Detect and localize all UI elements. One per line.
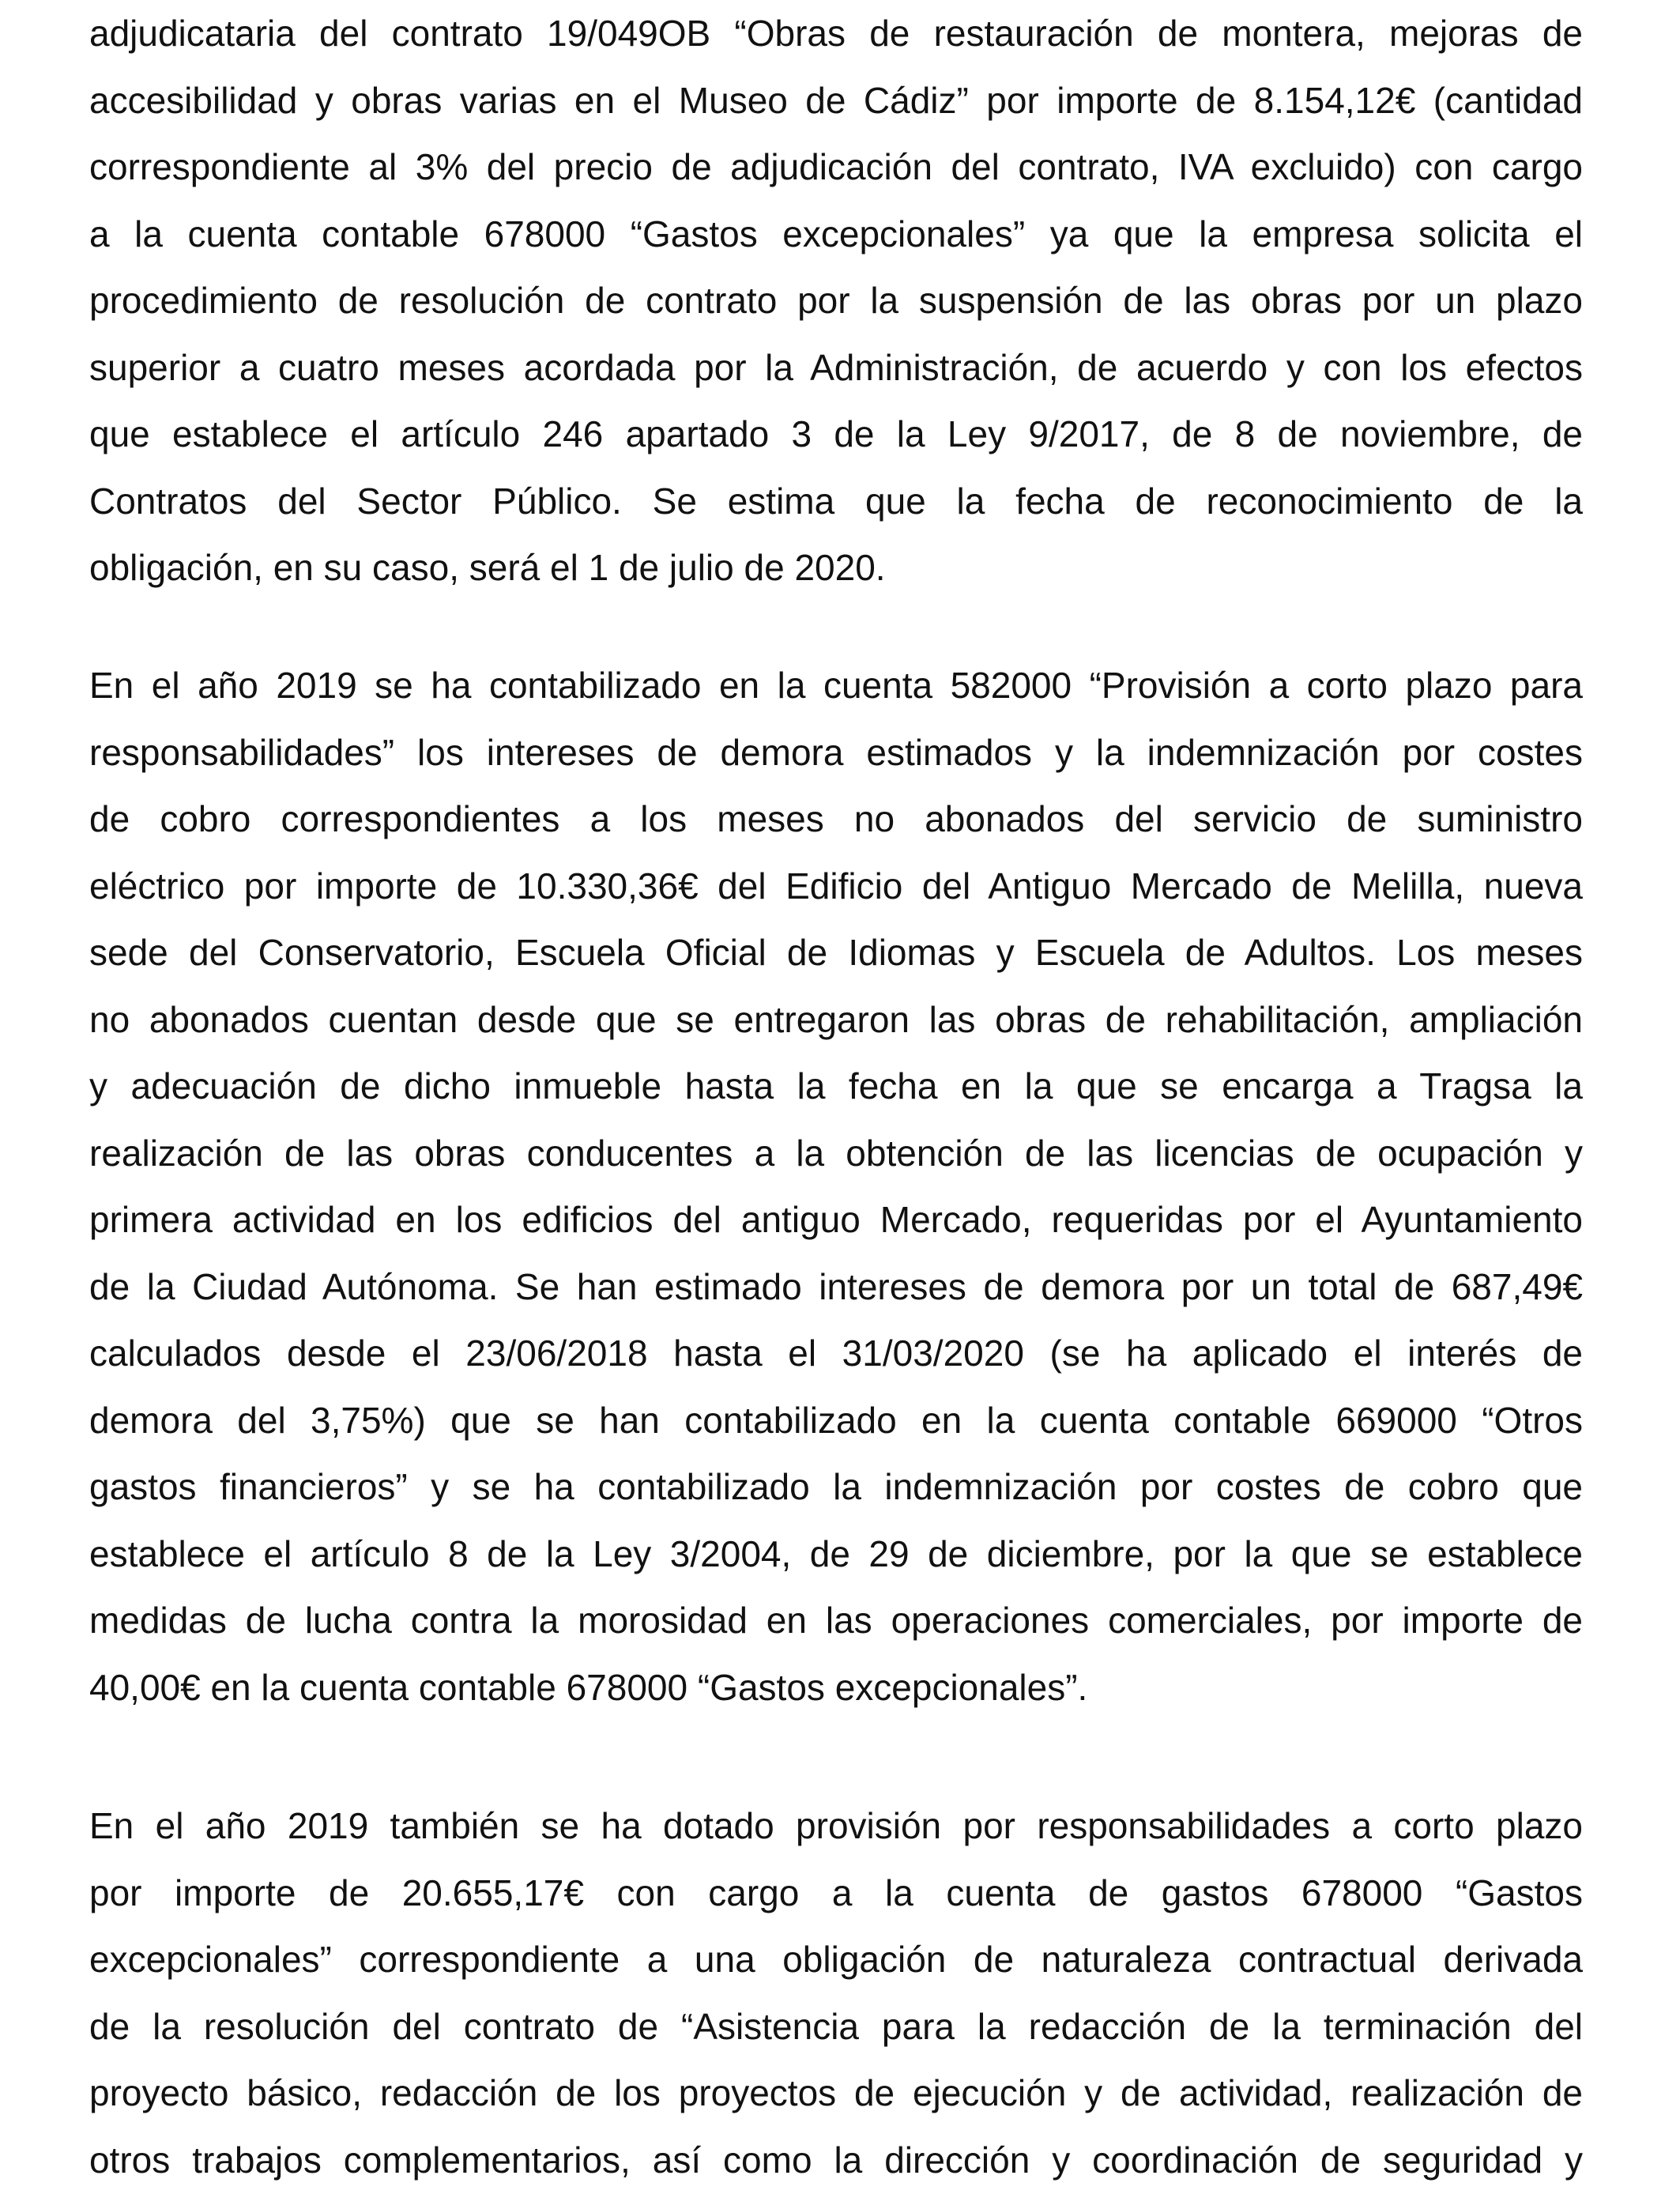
text-line: Contratos del Sector Público. Se estima que la fecha de reconocimiento de la <box>89 480 1583 522</box>
text-line: En el año 2019 se ha contabilizado en la cuenta 582000 “Provisión a corto plazo para <box>89 665 1583 706</box>
text-line: y adecuación de dicho inmueble hasta la fecha en la que se encarga a Tragsa la <box>89 1065 1583 1106</box>
text-line: a la cuenta contable 678000 “Gastos excepcionales” ya que la empresa solicita el <box>89 213 1583 254</box>
text-line: que establece el artículo 246 apartado 3 de la Ley 9/2017, de 8 de noviembre, de <box>89 413 1583 454</box>
text-line: otros trabajos complementarios, así como la dirección y coordinación de seguridad y <box>89 2139 1583 2181</box>
text-line: por importe de 20.655,17€ con cargo a la cuenta de gastos 678000 “Gastos <box>89 1872 1583 1913</box>
paragraph-3 <box>89 1793 1583 2193</box>
text-line: accesibilidad y obras varias en el Museo de Cádiz” por importe de 8.154,12€ (cantidad <box>89 79 1583 121</box>
text-line: calculados desde el 23/06/2018 hasta el 31/03/2020 (se ha aplicado el interés de <box>89 1333 1583 1374</box>
text-line: medidas de lucha contra la morosidad en las operaciones comerciales, por importe de <box>89 1600 1583 1641</box>
text-line: demora del 3,75%) que se han contabilizado en la cuenta contable 669000 “Otros <box>89 1399 1583 1441</box>
text-line: excepcionales” correspondiente a una obligación de naturaleza contractual derivada <box>89 1939 1583 1980</box>
text-line: no abonados cuentan desde que se entregaron las obras de rehabilitación, ampliación <box>89 998 1583 1040</box>
text-line: En el año 2019 también se ha dotado provisión por responsabilidades a corto plazo <box>89 1805 1583 1846</box>
text-line: sede del Conservatorio, Escuela Oficial de Idiomas y Escuela de Adultos. Los meses <box>89 932 1583 973</box>
text-line: 40,00€ en la cuenta contable 678000 “Gastos excepcionales”. <box>89 1666 1088 1708</box>
text-line: superior a cuatro meses acordada por la Administración, de acuerdo y con los efectos <box>89 346 1583 388</box>
text-line: proyecto básico, redacción de los proyectos de ejecución y de actividad, realización de <box>89 2072 1583 2113</box>
text-line: adjudicataria del contrato 19/049OB “Obras de restauración de montera, mejoras de <box>89 13 1583 54</box>
paragraph-2 <box>89 652 1583 1721</box>
text-line: eléctrico por importe de 10.330,36€ del Edificio del Antiguo Mercado de Melilla, nueva <box>89 865 1583 907</box>
text-line: gastos financieros” y se ha contabilizado la indemnización por costes de cobro que <box>89 1466 1583 1507</box>
text-line: establece el artículo 8 de la Ley 3/2004, de 29 de diciembre, por la que se establece <box>89 1532 1583 1574</box>
text-line: de la resolución del contrato de “Asistencia para la redacción de la terminación del <box>89 2005 1583 2047</box>
text-line: primera actividad en los edificios del antiguo Mercado, requeridas por el Ayuntamiento <box>89 1199 1583 1240</box>
text-line: realización de las obras conducentes a la obtención de las licencias de ocupación y <box>89 1132 1583 1174</box>
text-line: correspondiente al 3% del precio de adjudicación del contrato, IVA excluido) con cargo <box>89 146 1583 187</box>
text-line: obligación, en su caso, será el 1 de julio de 2020. <box>89 547 886 588</box>
text-line: de la Ciudad Autónoma. Se han estimado intereses de demora por un total de 687,49€ <box>89 1265 1583 1307</box>
text-line: responsabilidades” los intereses de demora estimados y la indemnización por costes <box>89 731 1583 773</box>
text-line: procedimiento de resolución de contrato por la suspensión de las obras por un plazo <box>89 280 1583 321</box>
paragraph-1 <box>89 0 1583 601</box>
text-line: de cobro correspondientes a los meses no abonados del servicio de suministro <box>89 798 1583 839</box>
